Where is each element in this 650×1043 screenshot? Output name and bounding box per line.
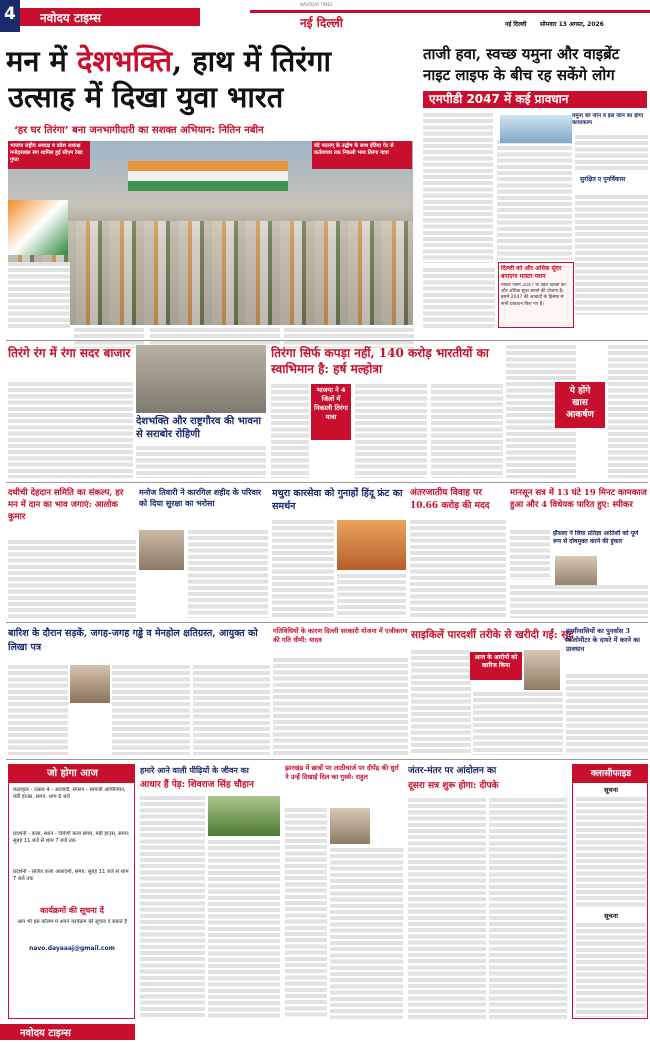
classified-subtitle: सूचना (604, 786, 618, 794)
events-box (8, 764, 135, 1019)
jantar-body-1 (408, 798, 486, 1019)
lead-caption-right: वंदे मातरम् के उद्घोष के साथ इंडिया गेट से कर्तव्यपथ तक निकली भव्य तिरंगा यात्रा (312, 141, 412, 169)
right-top-sub-box: सुरक्षित ए पुनर्विकास (580, 176, 626, 183)
antarjatiya-body (410, 520, 506, 618)
barish-body-3 (193, 665, 270, 755)
yeh-hai-line3: आकर्षण (566, 410, 594, 420)
yojana-headline: गतिविधियों के कारण दिल्ली सरकारी योजना में एजीकरण की गति धीमी: यादव (273, 627, 408, 644)
master-plan-text: मास्टर प्लान 2047 के तहत दिल्ली को और अधिक सुंदर बनाने की योजना है। इसमें 2047 की आबादी के हिसाब से सभी प्रावधान किए गए हैं। (501, 283, 566, 307)
hamare-body-2 (208, 840, 280, 1019)
manoj-photo (139, 530, 184, 570)
mansoon-photo (555, 556, 597, 588)
brand-name: नवोदय टाइम्स (40, 11, 102, 25)
flag-band-saffron (128, 161, 288, 171)
dadhichi-body (8, 540, 136, 618)
jharkhand-photo (330, 808, 370, 844)
mansoon-headline: मानसून सत्र में 13 घंटे 19 मिनट कामकाज हुआ और 4 विधेयक पारित हुए: स्पीकर (510, 488, 647, 510)
hamare-body-1 (140, 796, 205, 1019)
hamare-headline-1: हमारे आने वाली पीढ़ियों के जीवन का (140, 765, 249, 775)
master-plan-box (498, 262, 574, 328)
hamare-headline-2: आधार हैं पेड़: शिवराज सिंह चौहान (140, 780, 254, 790)
events-item-2: प्रदर्शनी - कला, स्थान - त्रिवेणी कला संगम, मंडी हाउस, समय: सुबह 11 बजे से शाम 7 बजे तक (13, 831, 130, 844)
lead-headline-1b: देशभक्ति (76, 44, 173, 78)
lead-headline-1a: मन में (6, 44, 77, 78)
divider-1 (6, 340, 648, 341)
classified-body-2 (576, 923, 646, 1017)
deshbhakti-body (136, 446, 266, 478)
manoj-headline: मनोज तिवारी ने कारगिल शहीद के परिवार को दिया सुरक्षा का भरोसा (139, 487, 262, 508)
lead-body-col-1 (8, 262, 70, 328)
saikil-headline: साइकिलें पारदर्शी तरीके से खरीदी गईं: सूद (411, 629, 574, 641)
mansoon-side-head: हौंसला ने लिया प्रतिज्ञा आतिशी को पूर्ण रूप से दोषमुक्त करने की हुंकार (553, 530, 639, 545)
right-top-col-1 (423, 113, 493, 263)
page-number: 4 (4, 4, 16, 24)
kapda-body-3 (431, 384, 503, 478)
yeh-hai-line1: ये होंगे (569, 386, 591, 396)
kapda-badge: भाजपा ने 4 जिलों में निकाली तिरंगा यात्रा (311, 384, 351, 440)
kapda-body-2 (355, 384, 427, 478)
master-plan-headline: दिल्ली को और अधिक सुंदर बनाएगा मास्टर प्लान (501, 265, 562, 280)
jhuggi-headline: झुग्गीवासियों का पुनर्वास 3 किलोमीटर के दायरे में करने का प्रावधान (566, 627, 640, 653)
saikil-body-2 (473, 692, 563, 755)
antarjatiya-headline: अंतरजातीय विवाह पर 10.66 करोड़ की मदद (410, 488, 490, 511)
barish-body-2 (112, 665, 190, 755)
lead-inset-photo (8, 200, 68, 255)
jharkhand-body-2 (330, 848, 403, 1019)
flag-band-white (128, 171, 288, 181)
yamuna-illustration (500, 115, 572, 143)
kapda-headline: तिरंगा सिर्फ कपड़ा नहीं, 140 करोड़ भारतीयों का स्वाभिमान है: हर्ष मल्होत्रा (271, 346, 489, 376)
barish-photo (70, 665, 110, 703)
divider-4 (6, 759, 648, 760)
footer-brand: नवोदय टाइम्स (20, 1028, 71, 1039)
brand-small: NAVODAY TIMES (300, 2, 333, 7)
dadhichi-headline: दधीची देहदान समिति का संकल्प, हर मन में दान का भाव जगाएं: आलोक कुमार (8, 488, 124, 522)
mathura-headline: मथुरा कारसेवा को गुनाहों हिंदू फ्रंट का समर्थन (272, 488, 403, 512)
saikil-body-1 (411, 650, 471, 755)
date-label: सोमवार 13 अगस्त, 2026 (540, 21, 604, 28)
jantar-headline-1: जंतर-मंतर पर आंदोलन का (408, 766, 497, 776)
saikil-badge: आज के आरोपों को खारिज किया (470, 652, 522, 680)
events-title: जो होगा आज (9, 765, 135, 783)
right-top-col-4 (575, 195, 648, 315)
divider-3 (6, 622, 648, 623)
tiranga-headline: तिरंगे रंग में रंगा सदर बाजार (8, 346, 131, 360)
events-notice-text: आप भी इस कॉलम में अपने कार्यक्रम की सूचना दे सकते हैं (17, 919, 127, 925)
lead-headline-1c: , हाथ में तिरंगा (172, 44, 331, 78)
events-item-3: प्रदर्शनी - ललित कला अकादमी, समय: सुबह 11 बजे से शाम 7 बजे तक (13, 869, 129, 882)
deshbhakti-headline: देशभक्ति और राष्ट्रगौरव की भावना से सराबोर रोहिणी (136, 416, 262, 440)
right-top-col-2 (497, 140, 572, 260)
section-label: नई दिल्ली (300, 16, 343, 30)
mathura-body-2 (337, 574, 406, 618)
jharkhand-headline: झारखंड में छात्रों पर लाठीचार्ज पर दीपेंद्र की धुर्रा ने उन्हें दिखाई दिल का गुस्से: राहुल (285, 764, 399, 781)
mansoon-body-2 (510, 585, 648, 618)
rohini-photo (136, 345, 266, 413)
classified-title: क्लासीफाइड (573, 765, 648, 783)
events-item-1: कलाकृत्र - उत्सव 4 - आजादी, सफान - सामजी ओपिनियन, मंडी हाउस, समय: शाम 6 बजे (13, 787, 126, 800)
mathura-photo (337, 520, 406, 570)
lead-headline-2: उत्साह में दिखा युवा भारत (8, 80, 284, 114)
jhuggi-body (566, 674, 648, 755)
right-top-subhead: यमुना को जोन व इस जोन का होगा कायाकल्प (572, 113, 644, 126)
tiranga-body (8, 382, 133, 478)
lead-caption-left: भाजपा राष्ट्रीय अध्यक्ष व प्रदेश अध्यक्ष मनोहरलाल संग शामिल हुई सीएम रेखा गुप्ता (8, 141, 90, 169)
events-email: navo.dayaaaj@gmail.com (29, 945, 115, 952)
lead-subhead: ‘हर घर तिरंगा’ बना जनभागीदारी का सशक्त अभियान: नितिन नबीन (14, 125, 264, 136)
divider-2 (6, 482, 648, 483)
edition-label: नई दिल्ली (505, 21, 527, 28)
yeh-hai-right-col (608, 345, 648, 478)
barish-headline: बारिश के दौरान सड़कें, जगह-जगह गड्ढे व मेनहोल क्षतिग्रस्त, आयुक्त को लिखा पत्र (8, 628, 258, 653)
yeh-hai-box (555, 382, 605, 428)
classified-body-1 (576, 797, 646, 907)
mathura-body-1 (272, 520, 334, 618)
classified-box (572, 764, 648, 1019)
lead-headline-1 (6, 44, 416, 80)
kapda-body-1 (271, 384, 309, 478)
barish-body-1 (8, 665, 68, 755)
manoj-body (188, 530, 268, 618)
masthead (0, 0, 650, 36)
mansoon-body (510, 530, 550, 580)
right-top-col-5 (423, 268, 495, 328)
hamare-photo (208, 796, 280, 836)
flag-band-green (128, 181, 288, 191)
yeh-hai-line2: खास (572, 398, 588, 408)
jantar-body-2 (489, 798, 567, 1019)
right-top-banner: एमपीडी 2047 में कई प्रावधान (423, 91, 647, 108)
jharkhand-body-1 (285, 808, 327, 1019)
events-notice-title: कार्यक्रमों की सूचना दें (40, 906, 104, 915)
yojana-body (273, 658, 408, 755)
section-strip (250, 10, 650, 13)
classified-section-2: सूचना (604, 912, 618, 920)
right-top-col-3 (575, 135, 648, 170)
right-top-headline: ताजी हवा, स्वच्छ यमुना और वाइब्रेंट नाइट लाइफ के बीच रह सकेंगे लोग (423, 45, 620, 84)
jantar-headline-2: दूसरा सत्र शुरू होगा: दीपके (408, 781, 499, 791)
saikil-photo (524, 650, 560, 690)
